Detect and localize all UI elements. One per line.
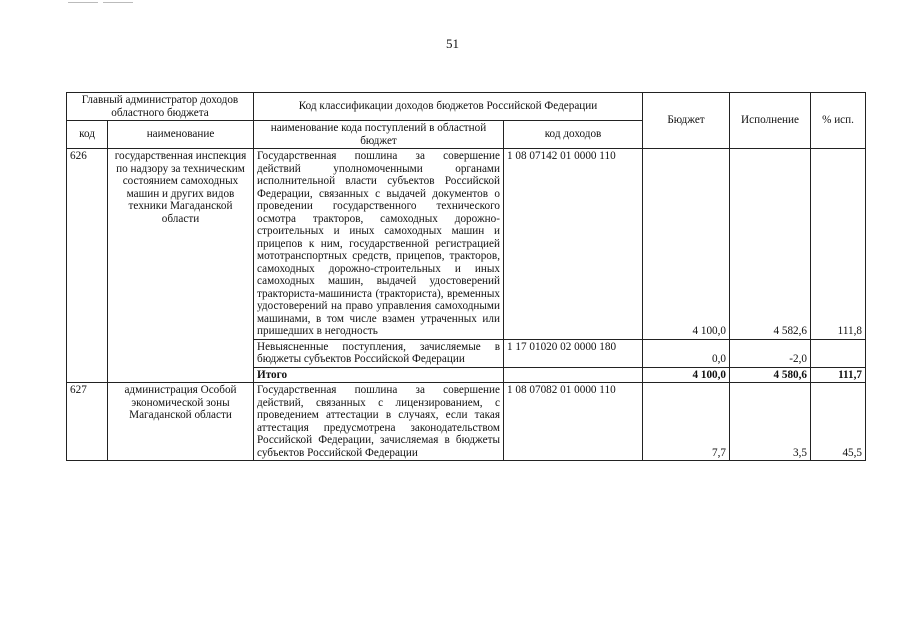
percent-value: 45,5 <box>811 383 866 461</box>
header-receipt-name: наименование кода поступлений в областной бюджет <box>254 121 504 149</box>
table-row <box>67 383 866 461</box>
total-budget-value: 4 100,0 <box>643 367 730 383</box>
receipt-description: Государственная пошлина за совершение действий, связанных с лицензированием, с проведением аттестации в случаях, если такая аттестация предусмотрена законодательством Российской Федерации, зачисляемая в бюджеты субъектов Российской Федерации <box>254 383 504 461</box>
receipt-description: Государственная пошлина за совершение действий уполномоченными органами исполнительной власти субъектов Российской Федерации, связанных с выдачей документов о проведении государственного технического осмотра тракторов, самоходных дорожно-строительных и иных самоходных машин и прицепов к ним, государственной регистрацией мототранспортных средств, прицепов, тракторов, самоходных дорожно-строительных и иных самоходных машин, выдачей удостоверений тракториста-машиниста (тракториста), временных удостоверений на право управления самоходными машинами, в том числе взамен утраченных или пришедших в негодность <box>254 149 504 340</box>
budget-value: 7,7 <box>643 383 730 461</box>
header-budget: Бюджет <box>643 93 730 149</box>
page-number: 51 <box>446 36 459 51</box>
percent-value: 111,8 <box>811 149 866 340</box>
execution-value: 3,5 <box>730 383 811 461</box>
header-classification-group: Код классификации доходов бюджетов Российской Федерации <box>254 93 643 121</box>
scan-edge-mark <box>68 2 98 3</box>
receipt-description: Невыясненные поступления, зачисляемые в бюджеты субъектов Российской Федерации <box>254 339 504 367</box>
admin-code-cell: 626 <box>67 149 108 383</box>
table-row <box>67 149 866 340</box>
total-label: Итого <box>254 367 504 383</box>
header-admin-group: Главный администратор доходов областного бюджета <box>67 93 254 121</box>
execution-value: 4 582,6 <box>730 149 811 340</box>
scan-edge-mark <box>103 2 133 3</box>
budget-value: 4 100,0 <box>643 149 730 340</box>
admin-code-cell: 627 <box>67 383 108 461</box>
header-percent: % исп. <box>811 93 866 149</box>
total-execution-value: 4 580,6 <box>730 367 811 383</box>
percent-value <box>811 339 866 367</box>
income-code-cell: 1 08 07082 01 0000 110 <box>504 383 643 461</box>
income-code-cell: 1 17 01020 02 0000 180 <box>504 339 643 367</box>
header-code: код <box>67 121 108 149</box>
total-income-code-empty <box>504 367 643 383</box>
header-execution: Исполнение <box>730 93 811 149</box>
budget-value: 0,0 <box>643 339 730 367</box>
income-table <box>66 92 866 461</box>
total-percent-value: 111,7 <box>811 367 866 383</box>
header-row-top <box>67 93 866 121</box>
header-name: наименование <box>108 121 254 149</box>
admin-name-cell: государственная инспекция по надзору за техническим состоянием самоходных машин и других видов техники Магаданской области <box>108 149 254 383</box>
execution-value: -2,0 <box>730 339 811 367</box>
income-code-cell: 1 08 07142 01 0000 110 <box>504 149 643 340</box>
admin-name-cell: администрация Особой экономической зоны Магаданской области <box>108 383 254 461</box>
header-income-code: код доходов <box>504 121 643 149</box>
